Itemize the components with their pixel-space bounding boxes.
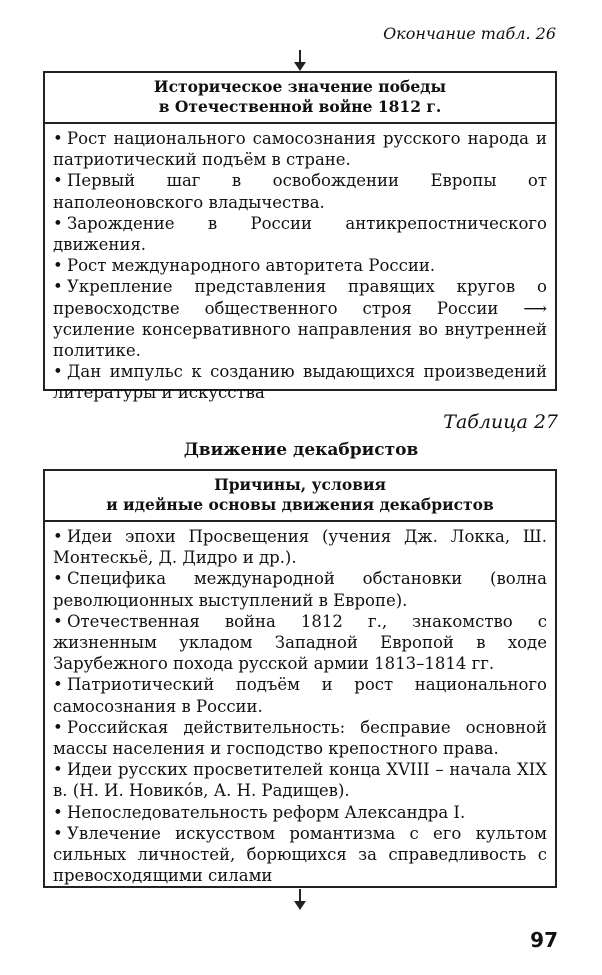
bullet-icon: • xyxy=(53,717,63,737)
table-27-title: Движение декабристов xyxy=(183,440,419,460)
bullet-icon: • xyxy=(53,802,63,822)
list-item-text: Отечественная война 1812 г., знакомство с жизненным укладом Западной Европой в ходе Зарубежного похода русской армии 1813–1814 гг. xyxy=(53,611,547,674)
arrow-down-icon xyxy=(294,62,306,71)
table-26-box xyxy=(43,71,557,403)
bullet-icon: • xyxy=(53,213,63,233)
table-27-label: Таблица 27 xyxy=(443,411,558,433)
list-item-text: Дан импульс к созданию выдающихся произведений литературы и искусства xyxy=(53,362,547,403)
bullet-icon: • xyxy=(53,569,63,589)
table-26-list xyxy=(45,124,555,410)
table-26-header-line2: в Отечественной войне 1812 г. xyxy=(158,97,442,116)
list-item xyxy=(53,361,547,403)
bullet-icon: • xyxy=(53,171,63,191)
list-item-text: Российская действительность: бесправие основной массы населения и господство крепостного права. xyxy=(53,717,547,759)
list-item-text: Рост международного авторитета России. xyxy=(67,256,436,276)
bullet-icon: • xyxy=(53,256,63,276)
continuation-label: Окончание табл. 26 xyxy=(383,24,556,43)
page-number: 97 xyxy=(530,928,558,952)
list-item-text: Рост национального самосознания русского народа и патриотический подъём в стране. xyxy=(53,129,547,170)
bullet-icon: • xyxy=(53,362,63,382)
list-item-text: Непоследовательность реформ Александра I. xyxy=(67,802,466,822)
list-item xyxy=(53,674,547,716)
list-item xyxy=(53,276,547,361)
list-item xyxy=(53,170,547,212)
list-item xyxy=(53,759,547,801)
bullet-icon: • xyxy=(53,611,63,631)
list-item xyxy=(53,128,547,170)
list-item-text: Укрепление представления правящих кругов о превосходстве общественного строя России ⟶ усиление консервативного направления во внутренней политике. xyxy=(53,277,547,361)
list-item xyxy=(53,568,547,610)
list-item xyxy=(53,611,547,675)
bullet-icon: • xyxy=(53,527,63,546)
table-27-box xyxy=(43,469,557,888)
list-item-text: Специфика международной обстановки (волна революционных выступлений в Европе). xyxy=(53,569,547,610)
bullet-icon: • xyxy=(53,277,63,297)
arrow-down-icon xyxy=(294,901,306,910)
table-26-header-line1: Историческое значение победы xyxy=(153,77,447,96)
list-item xyxy=(53,802,547,823)
list-item xyxy=(53,213,547,255)
table-27-header-line1: Причины, условия xyxy=(214,475,386,494)
table-27-header xyxy=(45,471,555,522)
list-item xyxy=(53,823,547,887)
table-26-header xyxy=(45,73,555,124)
table-27-header-line2: и идейные основы движения декабристов xyxy=(106,495,494,514)
bullet-icon: • xyxy=(53,760,63,780)
list-item-text: Первый шаг в освобождении Европы от наполеоновского владычества. xyxy=(53,171,547,212)
list-item-text: Идеи эпохи Просвещения (учения Дж. Локка, Ш. Монтескьё, Д. Дидро и др.). xyxy=(53,527,547,568)
list-item xyxy=(53,255,547,276)
list-item xyxy=(53,717,547,759)
bullet-icon: • xyxy=(53,823,63,843)
list-item xyxy=(53,526,547,568)
bullet-icon: • xyxy=(53,129,63,148)
list-item-text: Увлечение искусством романтизма с его культом сильных личностей, борющихся за справедливость с превосходящими силами xyxy=(53,823,547,886)
list-item-text: Зарождение в России антикрепостнического движения. xyxy=(53,213,547,255)
table-27-list xyxy=(45,522,555,892)
list-item-text: Идеи русских просветителей конца XVIII – начала XIX в. (Н. И. Новикóв, А. Н. Радищев). xyxy=(53,760,547,801)
bullet-icon: • xyxy=(53,675,63,695)
list-item-text: Патриотический подъём и рост национального самосознания в России. xyxy=(53,675,547,716)
